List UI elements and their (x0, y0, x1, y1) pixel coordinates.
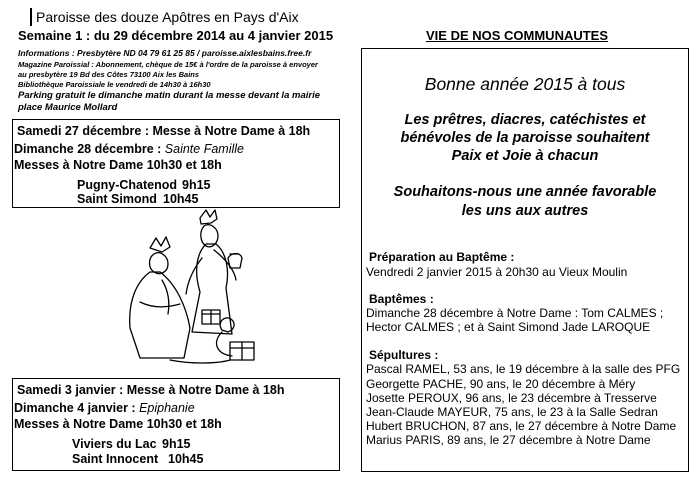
header-bracket (30, 8, 32, 26)
baptism-line-1: Dimanche 28 décembre à Notre Dame : Tom CALMES ; (366, 306, 664, 320)
funeral-line-2: Georgette PACHE, 90 ans, le 20 décembre à Méry (366, 377, 636, 391)
box1-sunday-feast: Sainte Famille (164, 142, 244, 156)
baptism-line-2: Hector CALMES ; et à Saint Simond Jade LAROQUE (366, 320, 651, 334)
parking-line-2: place Maurice Mollard (18, 102, 118, 113)
funeral-line-5: Hubert BRUCHON, 87 ans, le 27 décembre à Notre Dame (366, 419, 677, 433)
funerals-title: Sépultures : (369, 348, 439, 362)
box1-sunday-label: Dimanche 28 décembre : (14, 142, 162, 156)
box2-sunday (14, 401, 195, 415)
box2-location-2-name: Saint Innocent (72, 452, 159, 466)
box1-masses: Messes à Notre Dame 10h30 et 18h (14, 158, 222, 172)
funeral-line-4: Jean-Claude MAYEUR, 75 ans, le 23 à la Salle Sedran (366, 405, 658, 419)
wishes-line-2: bénévoles de la paroisse souhaitent (400, 130, 650, 146)
box1-sunday (14, 142, 244, 156)
funeral-line-6: Marius PARIS, 89 ans, le 27 décembre à Notre Dame (366, 433, 651, 447)
box1-location-1-name: Pugny-Chatenod (77, 178, 177, 192)
funeral-line-3: Josette PEROUX, 96 ans, le 23 décembre à Tresserve (366, 391, 657, 405)
wishes-line-3: Paix et Joie à chacun (451, 148, 599, 164)
parish-title: Paroisse des douze Apôtres en Pays d'Aix (36, 9, 299, 25)
week-range: Semaine 1 : du 29 décembre 2014 au 4 janvier 2015 (18, 28, 334, 43)
new-year-greeting: Bonne année 2015 à tous (424, 74, 626, 94)
box2-location-1-name: Viviers du Lac (72, 437, 157, 451)
box2-sunday-label: Dimanche 4 janvier : (14, 401, 136, 415)
wishes-line-1: Les prêtres, diacres, catéchistes et (404, 112, 646, 128)
hope-line-2: les uns aux autres (461, 203, 589, 219)
box1-location-2-name: Saint Simond (77, 192, 157, 206)
box2-sunday-feast: Epiphanie (139, 401, 195, 415)
funeral-line-1: Pascal RAMEL, 53 ans, le 19 décembre à la salle des PFG (366, 362, 681, 376)
box1-saturday: Samedi 27 décembre : Messe à Notre Dame à 18h (17, 124, 311, 138)
parking-line-1: Parking gratuit le dimanche matin durant la messe devant la mairie (18, 90, 320, 101)
box1-location-1-time: 9h15 (182, 178, 211, 192)
magazine-line-1: Magazine Paroissial : Abonnement, chèque de 15€ à l'ordre de la paroisse à envoyer (18, 60, 318, 69)
baptism-prep-text: Vendredi 2 janvier 2015 à 20h30 au Vieux Moulin (366, 265, 628, 279)
box2-location-2-time: 10h45 (168, 452, 204, 466)
box2-location-1-time: 9h15 (162, 437, 191, 451)
baptism-prep-title: Préparation au Baptême : (369, 250, 515, 264)
box2-masses: Messes à Notre Dame 10h30 et 18h (14, 417, 222, 431)
section-heading: VIE DE NOS COMMUNAUTES (426, 28, 609, 43)
baptisms-title: Baptêmes : (369, 292, 434, 306)
hope-line-1: Souhaitons-nous une année favorable (393, 184, 657, 200)
box1-location-2-time: 10h45 (163, 192, 199, 206)
box2-saturday: Samedi 3 janvier : Messe à Notre Dame à 18h (17, 383, 285, 397)
magi-illustration (110, 206, 280, 374)
library-line: Bibliothèque Paroissiale le vendredi de 14h30 à 16h30 (18, 80, 211, 89)
magazine-line-2: au presbytère 19 Bd des Côtes 73100 Aix les Bains (18, 70, 200, 79)
info-line: Informations : Presbytère ND 04 79 61 25 85 / paroisse.aixlesbains.free.fr (18, 48, 312, 58)
